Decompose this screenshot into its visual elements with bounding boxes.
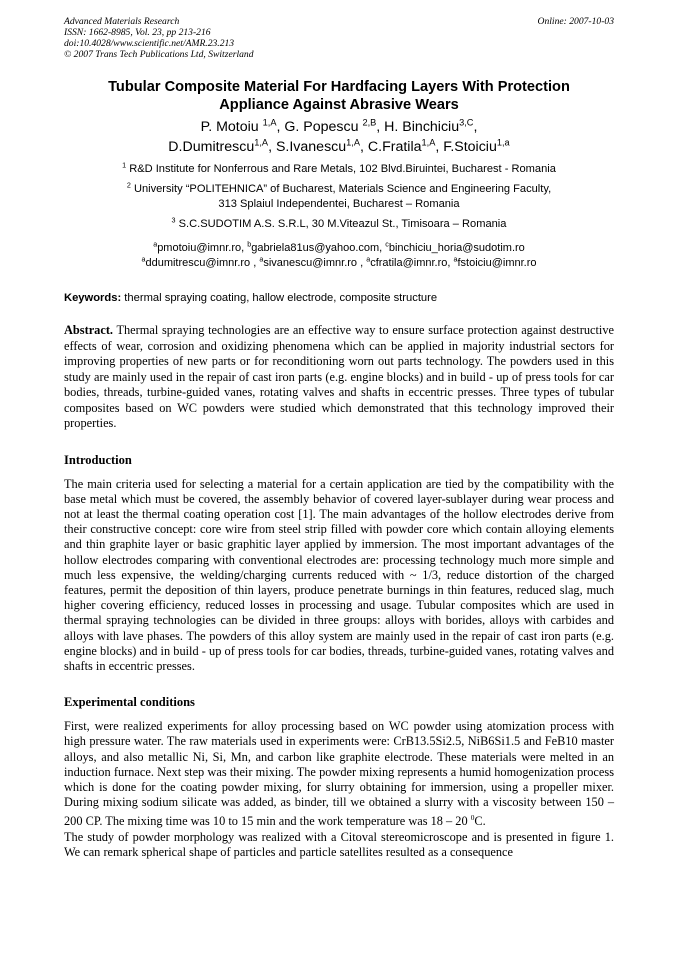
section-heading-introduction: Introduction <box>64 452 132 467</box>
author-affiliation-mark: 3,C <box>459 117 474 128</box>
author-name: , H. Binchiciu <box>376 119 460 135</box>
title-line-2: Appliance Against Abrasive Wears <box>219 97 459 113</box>
issn-line: ISSN: 1662-8985, Vol. 23, pp 213-216 <box>64 27 211 38</box>
keywords <box>64 292 614 304</box>
affiliation-text: R&D Institute for Nonferrous and Rare Metals, 102 Blvd.Biruintei, Bucharest - Romania <box>126 163 556 175</box>
author-affiliation-mark: 1,A <box>254 137 269 148</box>
email-mark: a <box>141 255 146 264</box>
author-affiliation-mark: 2,B <box>362 117 377 128</box>
paragraph: The study of powder morphology was realized with a Citoval stereomicroscope and is presented in figure 1. We can remark spherical shape of particles and particle satellites resulted as a consequence <box>64 829 614 859</box>
email-address: binchiciu_horia@sudotim.ro <box>388 242 525 254</box>
affiliation-number: 3 <box>171 215 176 225</box>
paper-title <box>64 78 614 114</box>
author-affiliation-mark: 1,A <box>421 137 436 148</box>
email-list <box>64 241 614 271</box>
author-list <box>64 117 614 157</box>
email-line-1 <box>64 241 614 256</box>
keywords-label: Keywords: <box>64 292 122 304</box>
email-address: ddumitrescu@imnr.ro , <box>145 257 260 269</box>
author-line-1 <box>64 117 614 137</box>
affiliation-number: 1 <box>122 160 127 170</box>
abstract <box>64 323 614 432</box>
affiliation-3 <box>64 217 614 232</box>
online-date: Online: 2007-10-03 <box>537 16 614 27</box>
introduction-text <box>64 477 614 675</box>
email-mark: a <box>366 255 371 264</box>
paragraph-text: First, were realized experiments for alloy processing based on WC powder using atomization process with high pressure water. The raw materials used in experiments were: CrB13.5Si2.5, NiB6Si1.5 and FeB10 master alloys, and also metallic Ni, Si, Mn, and carbon like graphite electrode. These materials were melted in an induction furnace. Next step was their mixing. The powder mixing represents a humid homogenization process which is done for the coating powder mixing, for slurry obtaining for immersion, using a propeller mixer. During mixing sodium silicate was added, as binder, till we obtained a slurry with a viscosity between 150 – 200 CP. The mixing time was 10 to 15 min and the work temperature was 18 – 20 <box>64 719 614 829</box>
author-name: , F.Stoiciu <box>435 139 497 155</box>
email-line-2 <box>64 256 614 271</box>
email-address: pmotoiu@imnr.ro, <box>157 242 248 254</box>
author-affiliation-mark: 1,a <box>496 137 510 148</box>
email-mark: c <box>385 240 389 249</box>
affiliation-text: University “POLITEHNICA” of Bucharest, Materials Science and Engineering Faculty, <box>130 183 552 195</box>
paragraph <box>64 719 614 830</box>
section-heading-experimental: Experimental conditions <box>64 695 195 710</box>
email-mark: a <box>453 255 458 264</box>
abstract-text: Thermal spraying technologies are an effective way to ensure surface protection against destructive effects of wear, corrosion and oxidizing phenomena which can be applied in majority industrial sectors for improving properties of new parts or for reconditioning worn out parts technology. The powders used in this study are mainly used in the repair of cast iron parts (e.g. engine blocks) and in build - up of press tools for car bodies, threads, turbine-guided vanes, rotating valves and shafts in eccentric presses. Three types of tubular composites based on WC powders were studied which demonstrated that this technology improved their properties. <box>64 323 614 430</box>
paragraph-text: C. <box>474 814 486 829</box>
degree-mark: 0 <box>470 813 475 823</box>
affiliation-1 <box>64 162 614 177</box>
keywords-text: thermal spraying coating, hallow electrode, composite structure <box>121 292 438 304</box>
email-mark: b <box>247 240 252 249</box>
email-address: cfratila@imnr.ro, <box>370 257 454 269</box>
author-name: , C.Fratila <box>360 139 422 155</box>
journal-header <box>64 16 614 60</box>
email-address: sivanescu@imnr.ro , <box>263 257 367 269</box>
author-line-2 <box>64 137 614 157</box>
author-name: P. Motoiu <box>200 119 259 135</box>
copyright-line: © 2007 Trans Tech Publications Ltd, Switzerland <box>64 49 254 60</box>
email-address: fstoiciu@imnr.ro <box>457 257 537 269</box>
title-line-1: Tubular Composite Material For Hardfacing Layers With Protection <box>108 79 570 95</box>
author-affiliation-mark: 1,A <box>262 117 277 128</box>
affiliation-number: 2 <box>126 180 131 190</box>
abstract-label: Abstract. <box>64 323 114 337</box>
author-name: , G. Popescu <box>276 119 359 135</box>
experimental-text <box>64 719 614 860</box>
doi-line: doi:10.4028/www.scientific.net/AMR.23.213 <box>64 38 235 49</box>
author-separator: , <box>473 119 478 135</box>
email-mark: a <box>259 255 264 264</box>
email-address: gabriela81us@yahoo.com, <box>251 242 386 254</box>
journal-name: Advanced Materials Research <box>64 16 180 27</box>
affiliation-text: 313 Splaiul Independentei, Bucharest – Romania <box>218 198 460 210</box>
paragraph: The main criteria used for selecting a material for a certain application are tied by the compatibility with the base metal which must be covered, the assembly behavior of covered layer-sublayer during wear process and not at least the thermal coating operation cost [1]. The main advantages of the hollow electrodes derive from their constructive concept: core wire from steel strip filled with powder core which contain alloying elements and thin graphite layer or basic graphitic layer applied by immersion. The most important advantages of the hollow electrodes comparing with conventional electrodes are: processing technology much more simple and much less expensive, the welding/charging currents reduced with ~ 1/3, reduce distortion of the charged features, permit the deposition of thin layers, produce penetrate burnings in thin features, reduced slag, much higher covering efficiency, reduced losses in processing and usage. Tubular composites which are used in thermal spraying technologies can be divided in three groups: alloys with borides, alloys with carbides and alloys with lave phases. The powders of this alloy system are mainly used in the repair of cast iron parts (e.g. engine blocks) and in build - up of press tools for car bodies, threads, turbine-guided vanes, rotating valves and shafts in eccentric presses. <box>64 476 614 673</box>
author-name: D.Dumitrescu <box>168 139 255 155</box>
affiliation-2 <box>64 182 614 212</box>
author-affiliation-mark: 1,A <box>346 137 360 148</box>
email-mark: a <box>153 240 158 249</box>
author-name: , S.Ivanescu <box>268 139 347 155</box>
affiliation-text: S.C.SUDOTIM A.S. S.R.L, 30 M.Viteazul St., Timisoara – Romania <box>175 218 507 230</box>
